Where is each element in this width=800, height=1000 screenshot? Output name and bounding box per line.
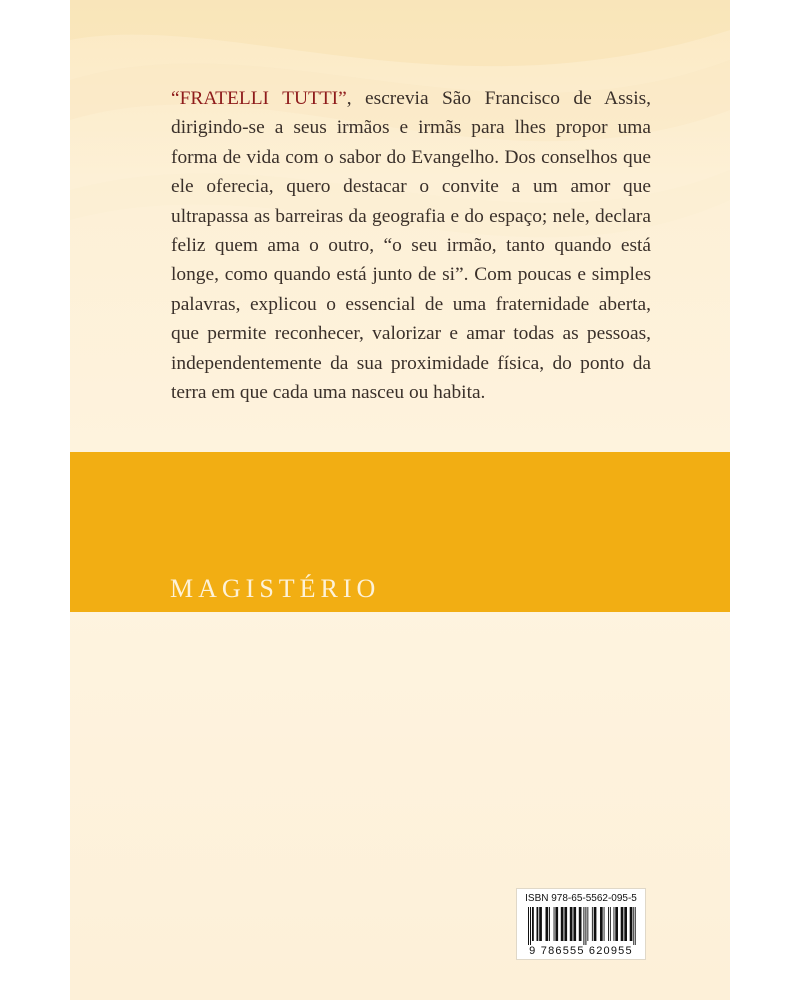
barcode [526,907,636,945]
blurb-text: , escrevia São Francisco de Assis, dirigindo-se a seus irmãos e irmãs para lhes propor uma forma de vida com o sabor do Evangelho. Dos conselhos que ele oferecia, quero destacar o convite a um amor que ultrapassa as barreiras da geografia e do espaço; nele, declara feliz quem ama o outro, “o seu irmão, tanto quando está longe, como quando está junto de si”. Com poucas e simples palavras, explicou o essencial de uma fraternidade aberta, que permite reconhecer, valorizar e amar todas as pessoas, independentemente da sua proximidade física, do ponto da terra em que cada uma nasceu ou habita. [171,88,651,404]
isbn-label: ISBN 978-65-5562-095-5 [525,893,637,904]
book-title-quote: “FRATELLI TUTTI” [171,88,347,109]
back-cover [70,0,730,1000]
collection-name: MAGISTÉRIO [170,574,381,603]
back-cover-blurb [171,84,651,407]
collection-band [70,452,730,612]
barcode-box [516,888,646,960]
ean-digits: 9 786555 620955 [529,945,633,957]
